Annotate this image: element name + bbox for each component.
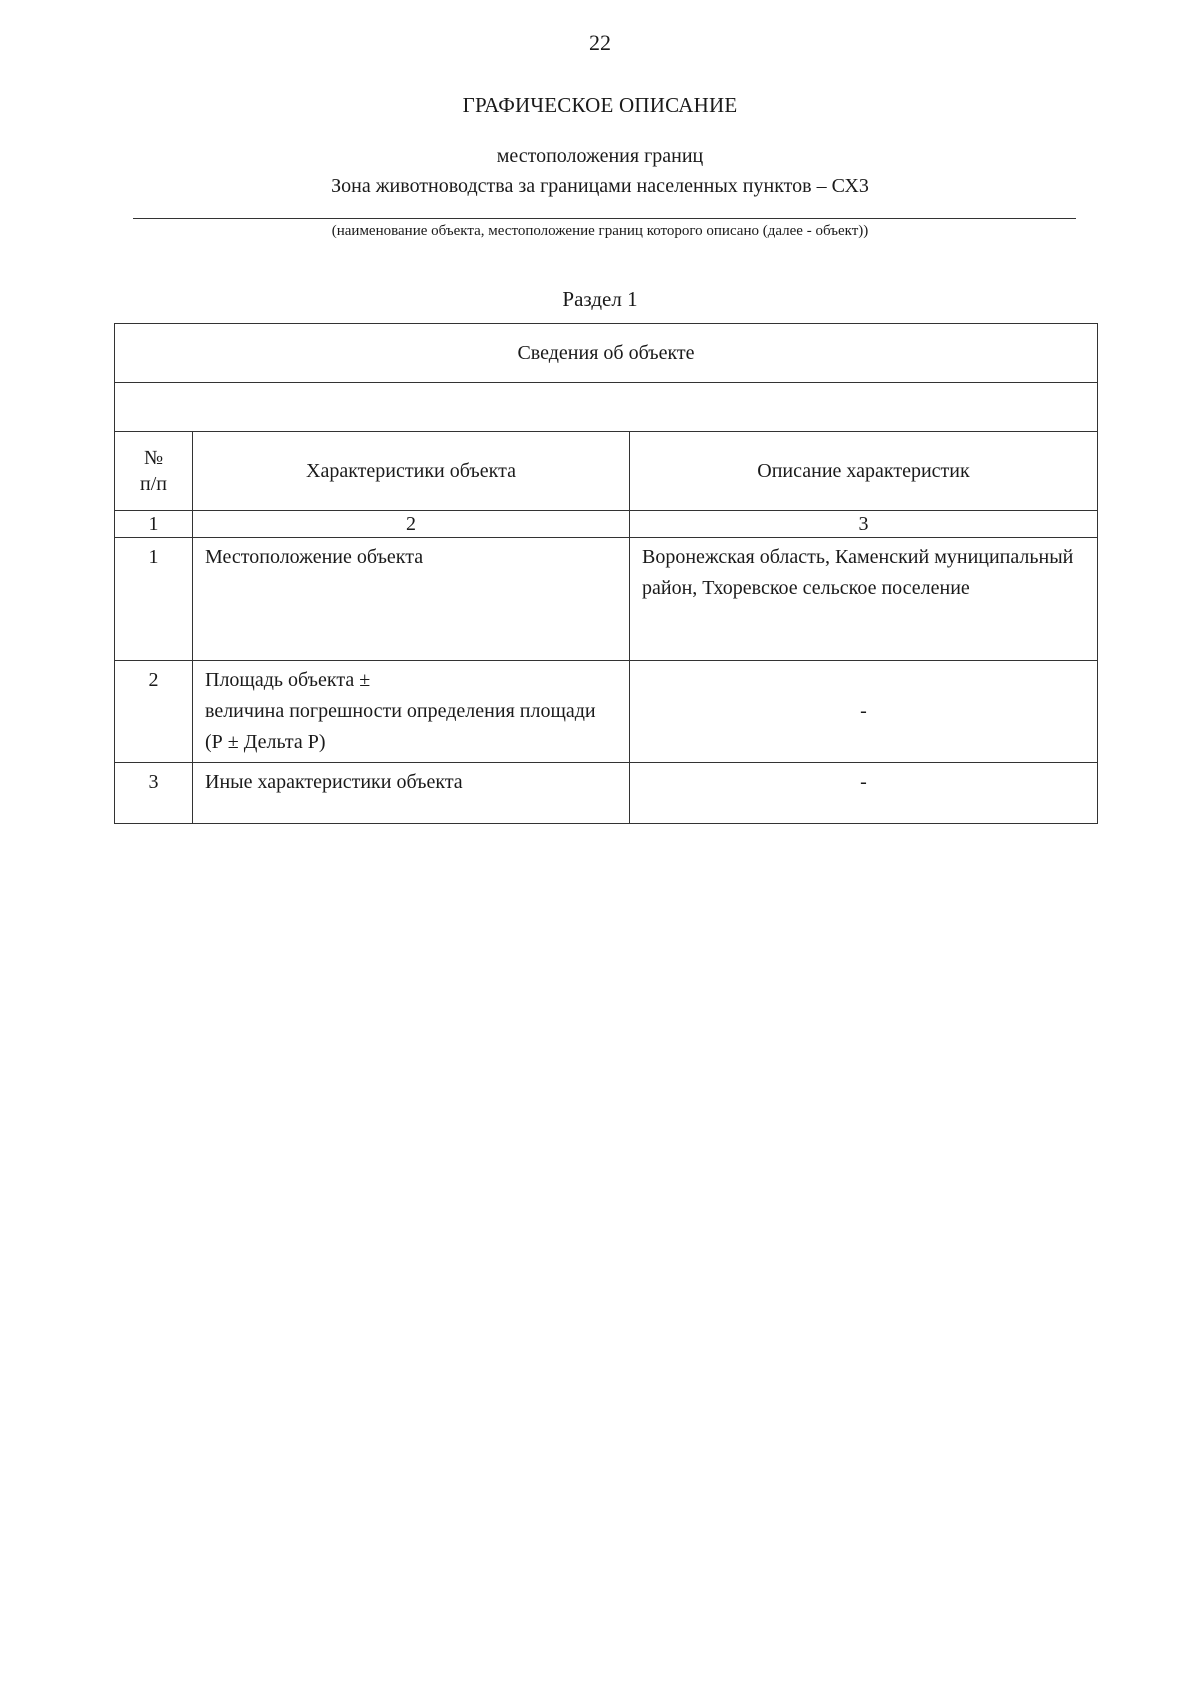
document-title: ГРАФИЧЕСКОЕ ОПИСАНИЕ	[462, 93, 738, 117]
page-number: 22	[589, 30, 611, 55]
header-num: № п/п	[115, 432, 193, 511]
header-description: Описание характеристик	[630, 432, 1098, 511]
document-subtitle: местоположения границ	[496, 145, 704, 167]
empty-cell	[115, 383, 1098, 432]
row-characteristic: Площадь объекта ± величина погрешности определения площади (Р ± Дельта Р)	[193, 661, 630, 763]
column-index: 2	[193, 511, 630, 538]
table-row	[115, 763, 1098, 824]
table-header-row	[115, 432, 1098, 511]
row-description: -	[630, 661, 1098, 763]
object-name: Зона животноводства за границами населенных пунктов – СХ3	[331, 175, 869, 197]
row-characteristic: Местоположение объекта	[193, 538, 630, 661]
row-description: -	[630, 763, 1098, 824]
object-name-caption: (наименование объекта, местоположение границ которого описано (далее - объект))	[331, 223, 869, 239]
row-number: 3	[115, 763, 193, 824]
table-index-row	[115, 511, 1098, 538]
table-caption: Сведения об объекте	[115, 324, 1098, 383]
row-number: 2	[115, 661, 193, 763]
table-row	[115, 538, 1098, 661]
row-description: Воронежская область, Каменский муниципальный район, Тхоревское сельское поселение	[630, 538, 1098, 661]
column-index: 1	[115, 511, 193, 538]
table-row	[115, 661, 1098, 763]
header-characteristic: Характеристики объекта	[193, 432, 630, 511]
object-name-underline	[133, 218, 1076, 219]
object-info-table	[114, 323, 1098, 824]
section-title: Раздел 1	[562, 287, 638, 311]
row-number: 1	[115, 538, 193, 661]
table-empty-row	[115, 383, 1098, 432]
row-characteristic: Иные характеристики объекта	[193, 763, 630, 824]
table-caption-row	[115, 324, 1098, 383]
column-index: 3	[630, 511, 1098, 538]
